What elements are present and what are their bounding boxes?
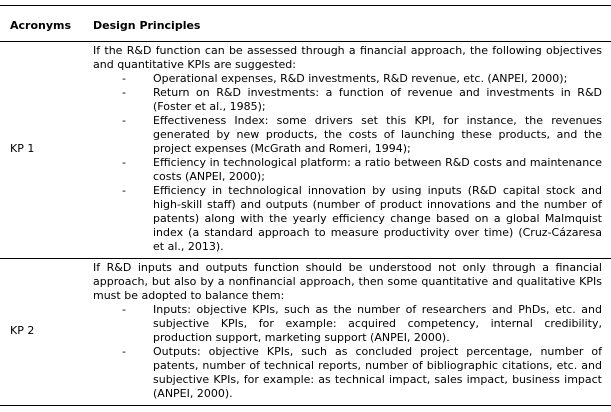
bullet-item xyxy=(93,114,602,156)
row-intro-text: If the R&D function can be assessed through a financial approach, the following objectives and quantitative KPIs are suggested: xyxy=(93,44,602,71)
bullet-text: Efficiency in technological innovation by using inputs (R&D capital stock and high-skill staff) and outputs (number of product innovations and the number of patents) along with the yearly efficiency change based on a global Malmquist index (a standard approach to measure productivity over time) (Cruz-Cázaresa et al., 2013). xyxy=(153,184,602,253)
bullet-dash: - xyxy=(122,156,126,169)
table-row-kp2 xyxy=(0,259,611,406)
bullet-text: Operational expenses, R&D investments, R&D revenue, etc. (ANPEI, 2000); xyxy=(153,72,568,85)
bullet-dash: - xyxy=(122,114,126,127)
bullet-item xyxy=(93,156,602,184)
bullet-dash: - xyxy=(122,184,126,197)
bullet-text: Inputs: objective KPIs, such as the number of researchers and PhDs, etc. and subjective KPIs, for example: acquired competency, internal credibility, production support, marketing support (ANPEI, 2000). xyxy=(153,303,602,344)
bullet-item xyxy=(93,345,602,401)
row-intro-text: If R&D inputs and outputs function should be understood not only through a financial approach, but also by a nonfinancial approach, then some quantitative and qualitative KPIs must be adopted to balance them: xyxy=(93,261,602,302)
acronym-label-kp2: KP 2 xyxy=(0,259,93,406)
bullet-item xyxy=(93,86,602,114)
bullet-dash: - xyxy=(122,303,126,316)
table-row-kp1 xyxy=(0,42,611,259)
table-header-row xyxy=(0,6,611,42)
column-header-design-principles: Design Principles xyxy=(93,6,611,42)
principles-cell-kp1 xyxy=(93,42,611,259)
bullet-dash: - xyxy=(122,345,126,358)
design-principles-table xyxy=(0,5,611,406)
acronym-label-kp1: KP 1 xyxy=(0,42,93,259)
bullet-text: Effectiveness Index: some drivers set this KPI, for instance, the revenues generated by new products, the costs of launching these products, and the project expenses (McGrath and Romeri, 1994); xyxy=(153,114,602,155)
bullet-text: Return on R&D investments: a function of revenue and investments in R&D (Foster et al., 1985); xyxy=(153,86,602,113)
bullet-item xyxy=(93,184,602,254)
bullet-item xyxy=(93,303,602,345)
bullet-text: Efficiency in technological platform: a ratio between R&D costs and maintenance costs (ANPEI, 2000); xyxy=(153,156,602,183)
bullet-text: Outputs: objective KPIs, such as concluded project percentage, number of patents, number of technical reports, number of bibliographic citations, etc. and subjective KPIs, for example: as technical impact, sales impact, business impact (ANPEI, 2000). xyxy=(153,345,602,400)
bullet-item xyxy=(93,72,602,86)
column-header-acronyms: Acronyms xyxy=(0,6,93,42)
bullet-dash: - xyxy=(122,72,126,85)
principles-cell-kp2 xyxy=(93,259,611,406)
bullet-dash: - xyxy=(122,86,126,99)
